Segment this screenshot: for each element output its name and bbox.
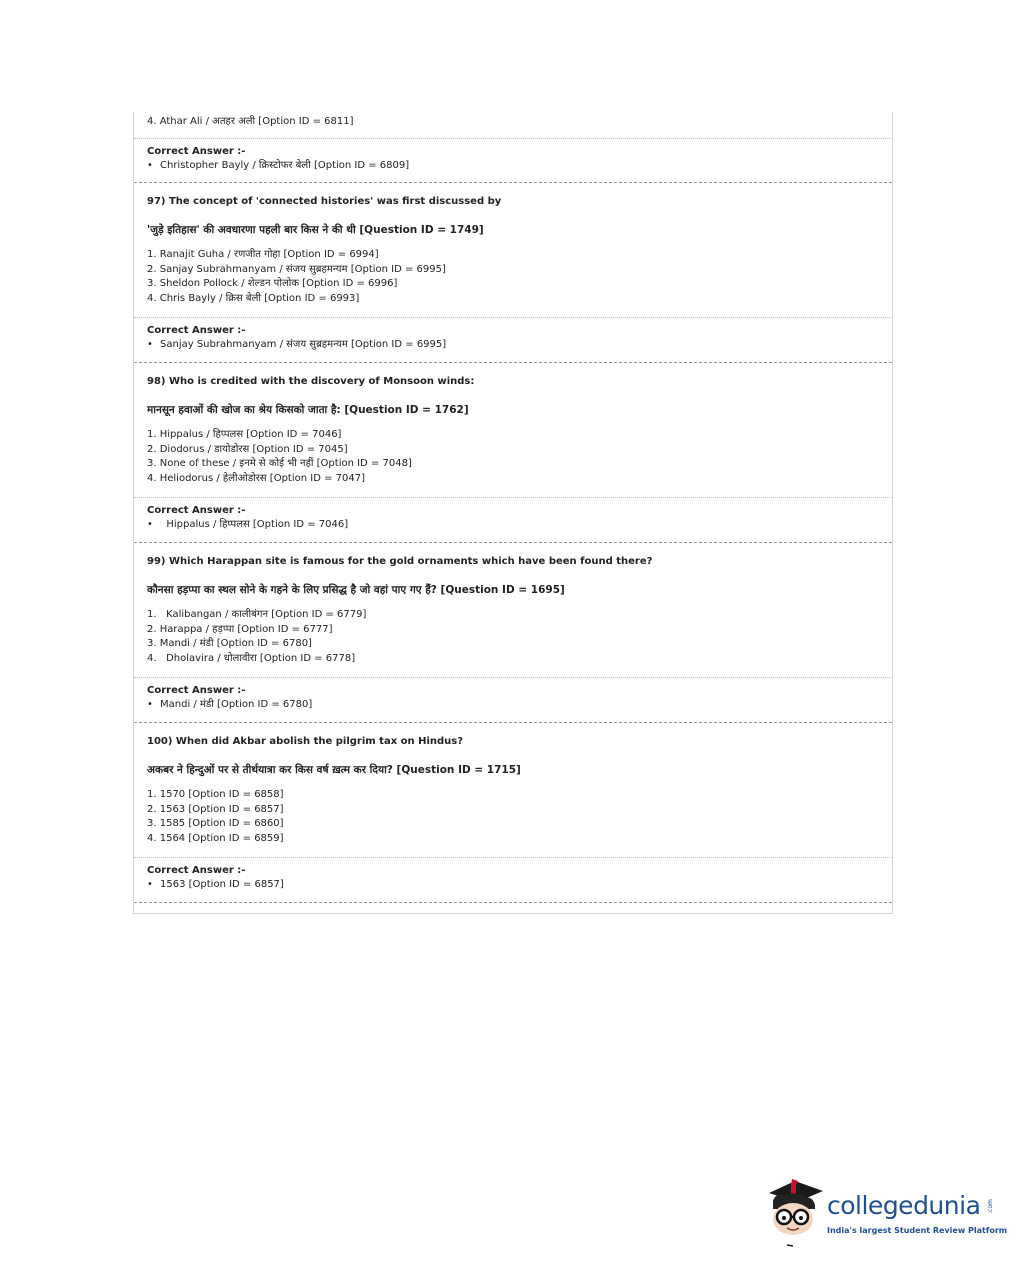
option-line: 3. Sheldon Pollock / शेल्डन पोलोक [Option ID = 6996] bbox=[147, 278, 398, 290]
option-line: 4. Heliodorus / हेलीओडोरस [Option ID = 7047] bbox=[147, 472, 365, 484]
question-100 bbox=[134, 723, 892, 858]
options-list bbox=[147, 428, 879, 486]
prev-question-options bbox=[134, 112, 892, 139]
question-text-hi: मानसून हवाओं की खोज का श्रेय किसको जाता है: [Question ID = 1762] bbox=[147, 404, 469, 416]
option-line: 4. Athar Ali / अतहर अली [Option ID = 6811] bbox=[147, 116, 354, 127]
sheet-footer-gap bbox=[134, 903, 892, 913]
correct-answer-label: Correct Answer :- bbox=[147, 146, 246, 157]
option-line: 4. Chris Bayly / क्रिस बेली [Option ID = 6993] bbox=[147, 292, 360, 304]
brand-name: collegedunia bbox=[827, 1191, 981, 1220]
option-line: 3. None of these / इनमे से कोई भी नहीं [Option ID = 7048] bbox=[147, 458, 412, 470]
option-line: 1. Ranajit Guha / रणजीत गोहा [Option ID = 6994] bbox=[147, 249, 379, 260]
correct-answer-99 bbox=[134, 678, 892, 723]
question-text-en: 99) Which Harappan site is famous for the gold ornaments which have been found there? bbox=[147, 556, 653, 567]
options-list bbox=[147, 248, 879, 306]
collegedunia-logo bbox=[765, 1175, 1008, 1250]
options-list bbox=[147, 788, 879, 846]
correct-answer-text: • Mandi / मंडी [Option ID = 6780] bbox=[147, 698, 879, 713]
option-line: 2. 1563 [Option ID = 6857] bbox=[147, 803, 284, 815]
prev-correct-answer bbox=[134, 139, 892, 183]
option-line: 2. Harappa / हड़प्पा [Option ID = 6777] bbox=[147, 623, 333, 635]
option-line: 1. Hippalus / हिप्पलस [Option ID = 7046] bbox=[147, 429, 342, 440]
option-line: 3. 1585 [Option ID = 6860] bbox=[147, 818, 284, 830]
question-98 bbox=[134, 363, 892, 498]
question-text-en: 100) When did Akbar abolish the pilgrim tax on Hindus? bbox=[147, 736, 464, 747]
mascot-icon bbox=[765, 1175, 827, 1250]
correct-answer-text: • Christopher Bayly / क्रिस्टोफर बेली [Option ID = 6809] bbox=[147, 159, 879, 174]
question-text-hi: 'जुड़े इतिहास' की अवधारणा पहली बार किस ने की थी [Question ID = 1749] bbox=[147, 224, 484, 236]
correct-answer-100 bbox=[134, 858, 892, 903]
question-99 bbox=[134, 543, 892, 678]
option-line: 2. Diodorus / डायोडोरस [Option ID = 7045] bbox=[147, 443, 348, 455]
question-text-en: 98) Who is credited with the discovery of Monsoon winds: bbox=[147, 376, 475, 387]
brand-suffix: .com bbox=[986, 1199, 994, 1214]
option-line: 2. Sanjay Subrahmanyam / संजय सुब्रहमन्यम [Option ID = 6995] bbox=[147, 263, 446, 275]
correct-answer-text: • Hippalus / हिप्पलस [Option ID = 7046] bbox=[147, 518, 879, 533]
option-line: 1. Kalibangan / कालीबंगन [Option ID = 6779] bbox=[147, 609, 367, 620]
option-line: 1. 1570 [Option ID = 6858] bbox=[147, 789, 284, 800]
brand-tagline: India's largest Student Review Platform bbox=[827, 1226, 1008, 1235]
correct-answer-98 bbox=[134, 498, 892, 543]
correct-answer-text: • 1563 [Option ID = 6857] bbox=[147, 878, 879, 893]
options-list bbox=[147, 608, 879, 666]
question-text-hi: अकबर ने हिन्दुओं पर से तीर्थयात्रा कर किस वर्ष ख़त्म कर दिया? [Question ID = 1715] bbox=[147, 764, 521, 776]
correct-answer-label: Correct Answer :- bbox=[147, 505, 246, 516]
question-97 bbox=[134, 183, 892, 318]
question-text-en: 97) The concept of 'connected histories' was first discussed by bbox=[147, 196, 502, 207]
question-paper bbox=[133, 112, 893, 914]
option-line: 4. Dholavira / धोलावीरा [Option ID = 6778] bbox=[147, 652, 356, 664]
correct-answer-label: Correct Answer :- bbox=[147, 865, 246, 876]
correct-answer-text: • Sanjay Subrahmanyam / संजय सुब्रहमन्यम [Option ID = 6995] bbox=[147, 338, 879, 353]
question-text-hi: कौनसा हड़प्पा का स्थल सोने के गहने के लिए प्रसिद्ध है जो वहां पाए गए हैं? [Question ID = 1695] bbox=[147, 584, 565, 596]
option-line: 4. 1564 [Option ID = 6859] bbox=[147, 832, 284, 844]
correct-answer-label: Correct Answer :- bbox=[147, 325, 246, 336]
correct-answer-label: Correct Answer :- bbox=[147, 685, 246, 696]
correct-answer-97 bbox=[134, 318, 892, 363]
option-line: 3. Mandi / मंडी [Option ID = 6780] bbox=[147, 638, 312, 650]
